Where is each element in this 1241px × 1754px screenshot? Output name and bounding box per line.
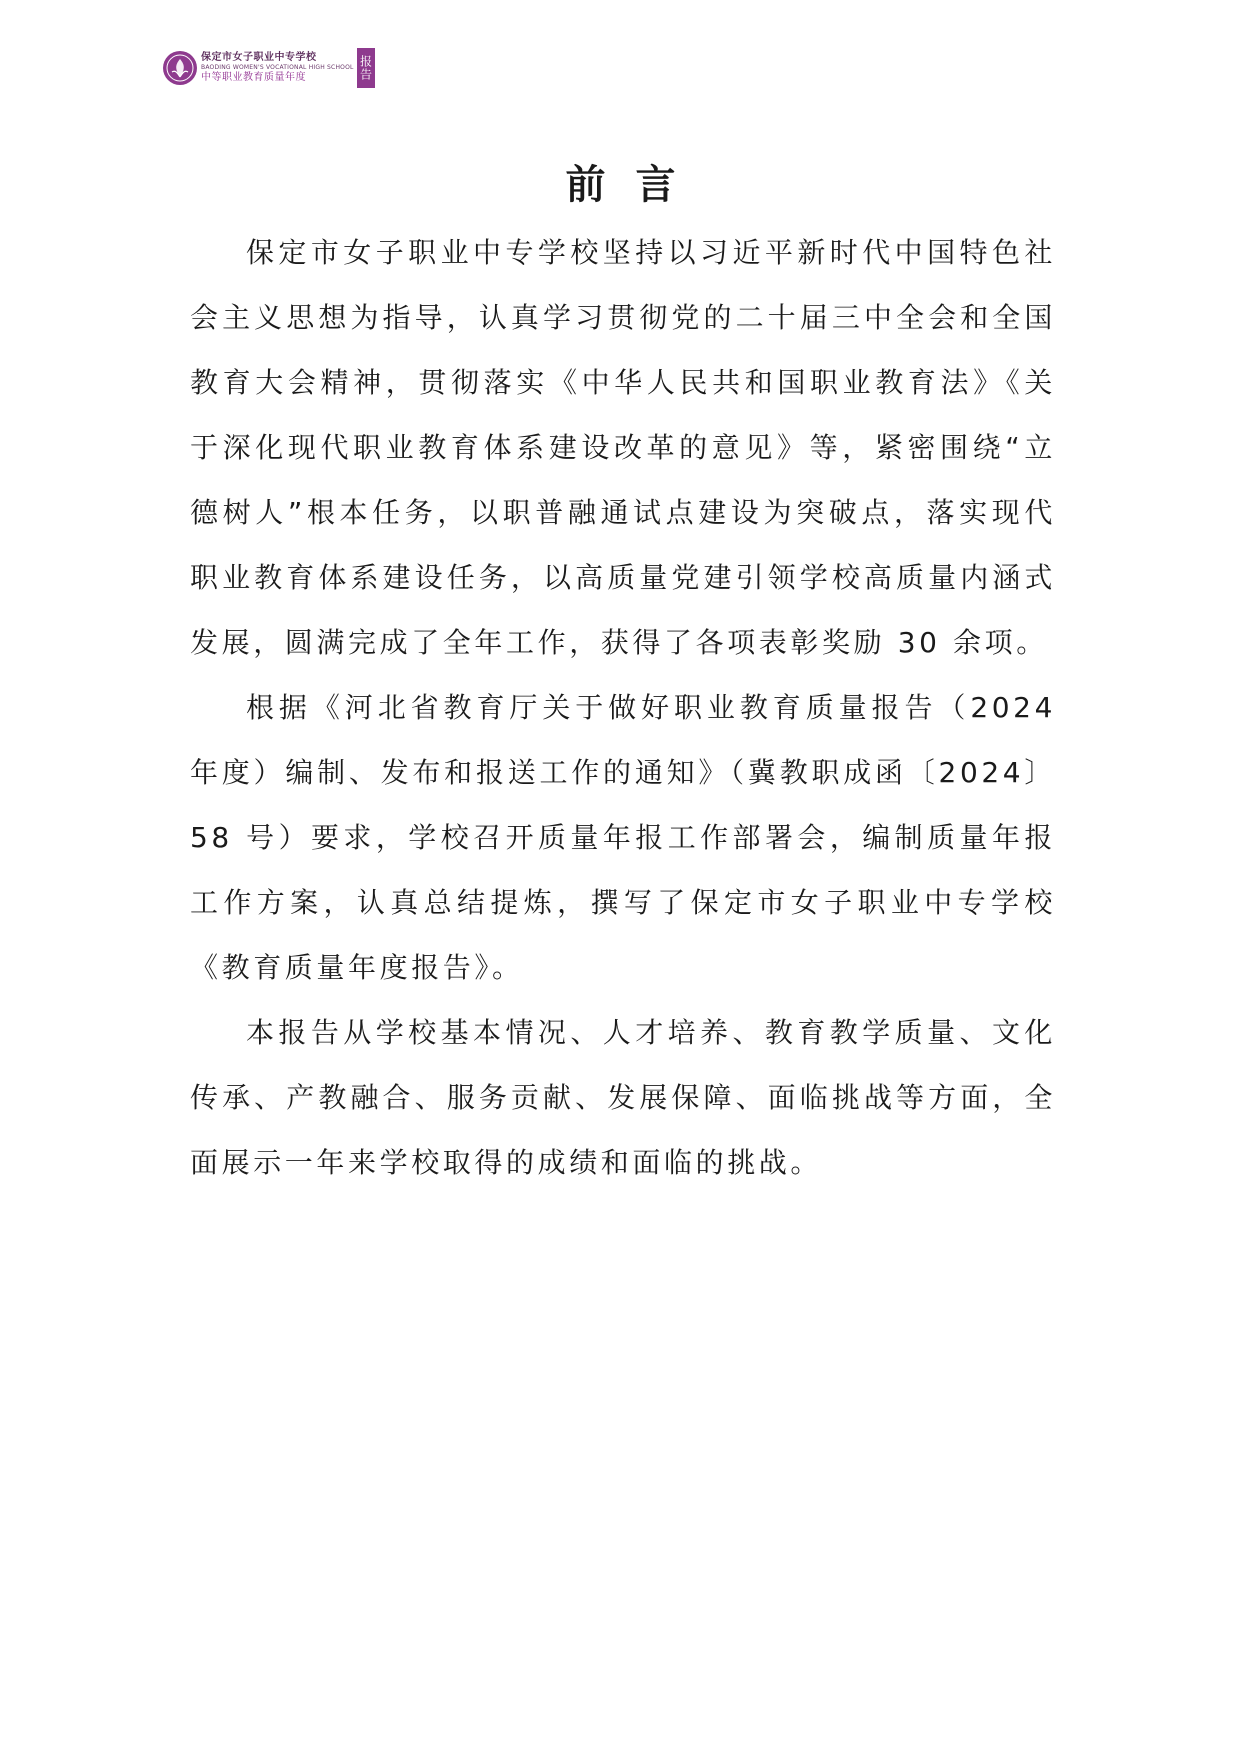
- report-badge: 报告: [357, 48, 375, 88]
- report-subtitle: 中等职业教育质量年度: [201, 71, 306, 83]
- paragraph-3: 本报告从学校基本情况、人才培养、教育教学质量、文化传承、产教融合、服务贡献、发展保障、面临挑战等方面，全面展示一年来学校取得的成绩和面临的挑战。: [190, 1016, 1056, 1179]
- page-header: [162, 45, 373, 90]
- paragraph-2: 根据《河北省教育厅关于做好职业教育质量报告（2024 年度）编制、发布和报送工作的通知》（冀教职成函〔2024〕58 号）要求，学校召开质量年报工作部署会，编制质量年报工作方案，认真总结提炼，撰写了保定市女子职业中专学校《教育质量年度报告》。: [190, 691, 1056, 984]
- page-title: 前言: [565, 161, 706, 208]
- school-logo-icon: [162, 50, 198, 86]
- header-text: [201, 53, 354, 83]
- school-name-en: BAODING WOMEN'S VOCATIONAL HIGH SCHOOL: [201, 63, 354, 71]
- paragraph-1: 保定市女子职业中专学校坚持以习近平新时代中国特色社会主义思想为指导，认真学习贯彻党的二十届三中全会和全国教育大会精神，贯彻落实《中华人民共和国职业教育法》《关于深化现代职业教育体系建设改革的意见》等，紧密围绕“立德树人”根本任务，以职普融通试点建设为突破点，落实现代职业教育体系建设任务，以高质量党建引领学校高质量内涵式发展，圆满完成了全年工作，获得了各项表彰奖励 30 余项。: [190, 236, 1056, 659]
- school-name: 保定市女子职业中专学校: [201, 51, 317, 63]
- body-text: [190, 220, 1056, 1195]
